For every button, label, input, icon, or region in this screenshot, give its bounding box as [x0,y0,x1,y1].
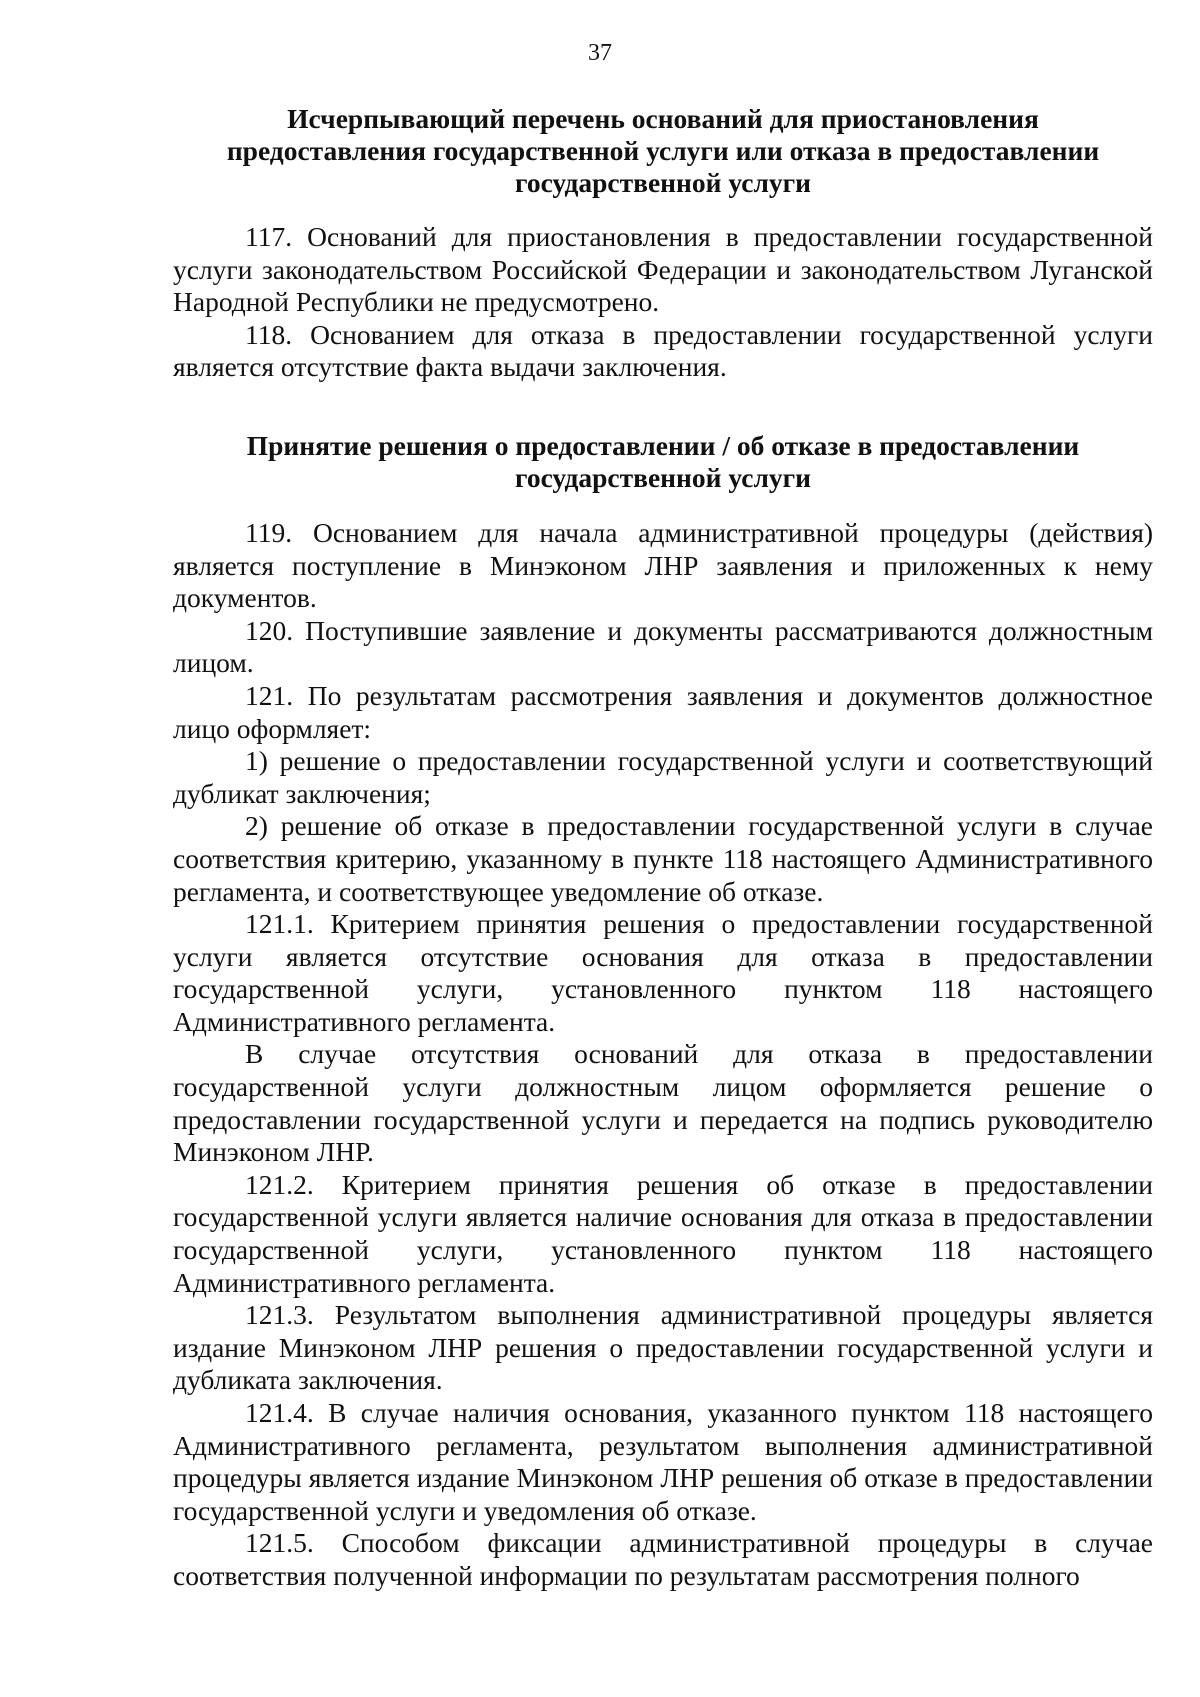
paragraph-120: 120. Поступившие заявление и документы рассматриваются должностным лицом. [173,614,1153,679]
paragraph-121-1-continued: В случае отсутствия оснований для отказа в предоставлении государственной услуги должностным лицом оформляется решение о предоставлении государственной услуги и передается на подпись руководителю Минэконом ЛНР. [173,1038,1153,1168]
heading-line: Принятие решения о предоставлении / об отказе в предоставлении [246,429,1080,461]
document-content [173,103,1153,1593]
heading-line: государственной услуги [515,167,811,198]
paragraph-119: 119. Основанием для начала административной процедуры (действия) является поступление в Минэконом ЛНР заявления и приложенных к нему документов. [173,516,1153,614]
heading-line: государственной услуги [515,461,811,493]
section-heading-decision [173,430,1153,494]
paragraph-121-3: 121.3. Результатом выполнения административной процедуры является издание Минэконом ЛНР решения о предоставлении государственной услуги и дубликата заключения. [173,1299,1153,1396]
paragraph-121-item-1: 1) решение о предоставлении государственной услуги и соответствующий дубликат заключения; [173,745,1153,809]
paragraph-121-5: 121.5. Способом фиксации административной процедуры в случае соответствия полученной информации по результатам рассмотрения полного [173,1527,1153,1591]
paragraph-121-2: 121.2. Критерием принятия решения об отказе в предоставлении государственной услуги является наличие основания для отказа в предоставлении государственной услуги, установленного пунктом 118 настоящего Административного регламента. [173,1168,1153,1298]
section-body [173,221,1153,384]
paragraph-118: 118. Основанием для отказа в предоставлении государственной услуги является отсутствие факта выдачи заключения. [173,318,1153,383]
paragraph-121-1: 121.1. Критерием принятия решения о предоставлении государственной услуги является отсутствие основания для отказа в предоставлении государственной услуги, установленного пунктом 118 настоящего Административного регламента. [173,908,1153,1037]
paragraph-121: 121. По результатам рассмотрения заявления и документов должностное лицо оформляет: [173,679,1153,744]
heading-line: Исчерпывающий перечень оснований для приостановления [287,103,1039,134]
heading-line: предоставления государственной услуги или отказа в предоставлении [226,135,1100,166]
paragraph-121-4: 121.4. В случае наличия основания, указанного пунктом 118 настоящего Административного регламента, результатом выполнения административной процедуры является издание Минэконом ЛНР решения об отказе в предоставлении государственной услуги и уведомления об отказе. [173,1397,1153,1526]
paragraph-117: 117. Оснований для приостановления в предоставлении государственной услуги законодательством Российской Федерации и законодательством Луганской Народной Республики не предусмотрено. [173,221,1153,318]
paragraph-121-item-2: 2) решение об отказе в предоставлении государственной услуги в случае соответствия критерию, указанному в пункте 118 настоящего Административного регламента, и соответствующее уведомление об отказе. [173,810,1153,907]
section-body [173,517,1153,1593]
section-heading-suspension-refusal-grounds [173,103,1153,199]
page-number: 37 [588,40,612,66]
